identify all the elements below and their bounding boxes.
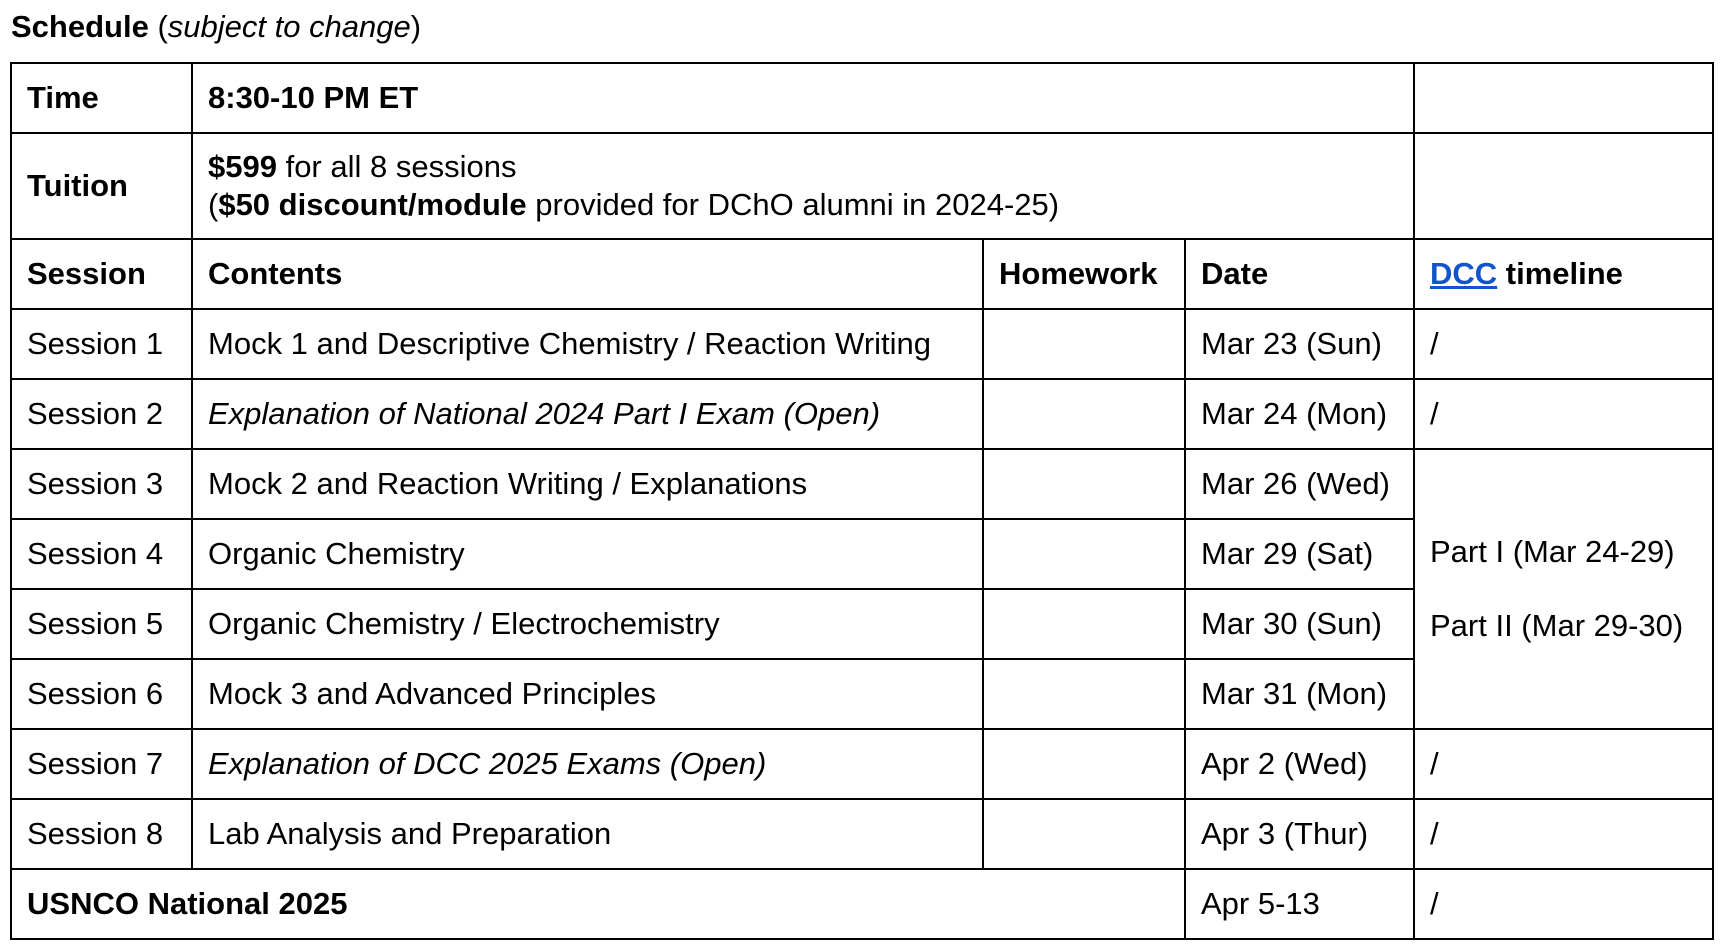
- title-subtitle: subject to change: [167, 9, 411, 44]
- contents-cell: Lab Analysis and Preparation: [192, 799, 983, 869]
- date-cell: Mar 29 (Sat): [1185, 519, 1414, 589]
- date-cell: Mar 31 (Mon): [1185, 659, 1414, 729]
- tuition-discount: $50 discount/module: [218, 187, 527, 222]
- tuition-row: [11, 133, 1713, 239]
- national-label: USNCO National 2025: [11, 869, 1185, 939]
- table-row: [11, 729, 1713, 799]
- table-row: [11, 309, 1713, 379]
- dcc-timeline-suffix: timeline: [1497, 256, 1623, 291]
- session-cell: Session 5: [11, 589, 192, 659]
- session-cell: Session 1: [11, 309, 192, 379]
- date-cell: Mar 30 (Sun): [1185, 589, 1414, 659]
- contents-cell: Mock 2 and Reaction Writing / Explanations: [192, 449, 983, 519]
- title-open-paren: (: [148, 9, 168, 44]
- contents-cell: Mock 1 and Descriptive Chemistry / Reaction Writing: [192, 309, 983, 379]
- date-cell: Mar 24 (Mon): [1185, 379, 1414, 449]
- timeline-merged-cell: [1414, 449, 1713, 729]
- date-cell: Apr 2 (Wed): [1185, 729, 1414, 799]
- table-row: [11, 799, 1713, 869]
- schedule-table: [10, 62, 1714, 940]
- national-date: Apr 5-13: [1185, 869, 1414, 939]
- tuition-discount-line: [208, 186, 1413, 224]
- session-cell: Session 2: [11, 379, 192, 449]
- timeline-cell: /: [1414, 379, 1713, 449]
- homework-cell: [983, 659, 1185, 729]
- timeline-part2: Part II (Mar 29-30): [1430, 608, 1684, 643]
- homework-cell: [983, 309, 1185, 379]
- tuition-price: $599: [208, 149, 277, 184]
- dcc-link[interactable]: DCC: [1430, 256, 1498, 291]
- title-main: Schedule: [11, 9, 149, 44]
- time-row: [11, 63, 1713, 133]
- time-label: Time: [11, 63, 192, 133]
- header-date: Date: [1185, 239, 1414, 309]
- national-timeline: /: [1414, 869, 1713, 939]
- date-cell: Mar 26 (Wed): [1185, 449, 1414, 519]
- header-session: Session: [11, 239, 192, 309]
- contents-cell: Organic Chemistry: [192, 519, 983, 589]
- header-row: [11, 239, 1713, 309]
- session-cell: Session 4: [11, 519, 192, 589]
- timeline-cell: /: [1414, 729, 1713, 799]
- header-dcc-timeline: [1414, 239, 1713, 309]
- homework-cell: [983, 519, 1185, 589]
- contents-cell: Organic Chemistry / Electrochemistry: [192, 589, 983, 659]
- homework-cell: [983, 589, 1185, 659]
- session-cell: Session 6: [11, 659, 192, 729]
- tuition-value: [192, 133, 1414, 239]
- time-value: 8:30-10 PM ET: [192, 63, 1414, 133]
- session-cell: Session 3: [11, 449, 192, 519]
- tuition-price-line: [208, 148, 1413, 186]
- homework-cell: [983, 449, 1185, 519]
- schedule-title: [11, 8, 421, 46]
- header-homework: Homework: [983, 239, 1185, 309]
- tuition-label: Tuition: [11, 133, 192, 239]
- session-cell: Session 7: [11, 729, 192, 799]
- contents-cell: Mock 3 and Advanced Principles: [192, 659, 983, 729]
- timeline-part1: Part I (Mar 24-29): [1430, 534, 1675, 569]
- header-contents: Contents: [192, 239, 983, 309]
- homework-cell: [983, 729, 1185, 799]
- national-row: [11, 869, 1713, 939]
- homework-cell: [983, 799, 1185, 869]
- contents-cell: Explanation of DCC 2025 Exams (Open): [192, 729, 983, 799]
- tuition-open-paren: (: [208, 187, 219, 222]
- timeline-cell: /: [1414, 799, 1713, 869]
- session-cell: Session 8: [11, 799, 192, 869]
- table-row: [11, 379, 1713, 449]
- contents-cell: Explanation of National 2024 Part I Exam (Open): [192, 379, 983, 449]
- table-row: [11, 449, 1713, 519]
- date-cell: Mar 23 (Sun): [1185, 309, 1414, 379]
- tuition-empty-cell: [1414, 133, 1713, 239]
- title-close-paren: ): [410, 9, 422, 44]
- tuition-price-suffix: for all 8 sessions: [276, 149, 517, 184]
- tuition-discount-suffix: provided for DChO alumni in 2024-25): [526, 187, 1060, 222]
- timeline-cell: /: [1414, 309, 1713, 379]
- time-empty-cell: [1414, 63, 1713, 133]
- homework-cell: [983, 379, 1185, 449]
- date-cell: Apr 3 (Thur): [1185, 799, 1414, 869]
